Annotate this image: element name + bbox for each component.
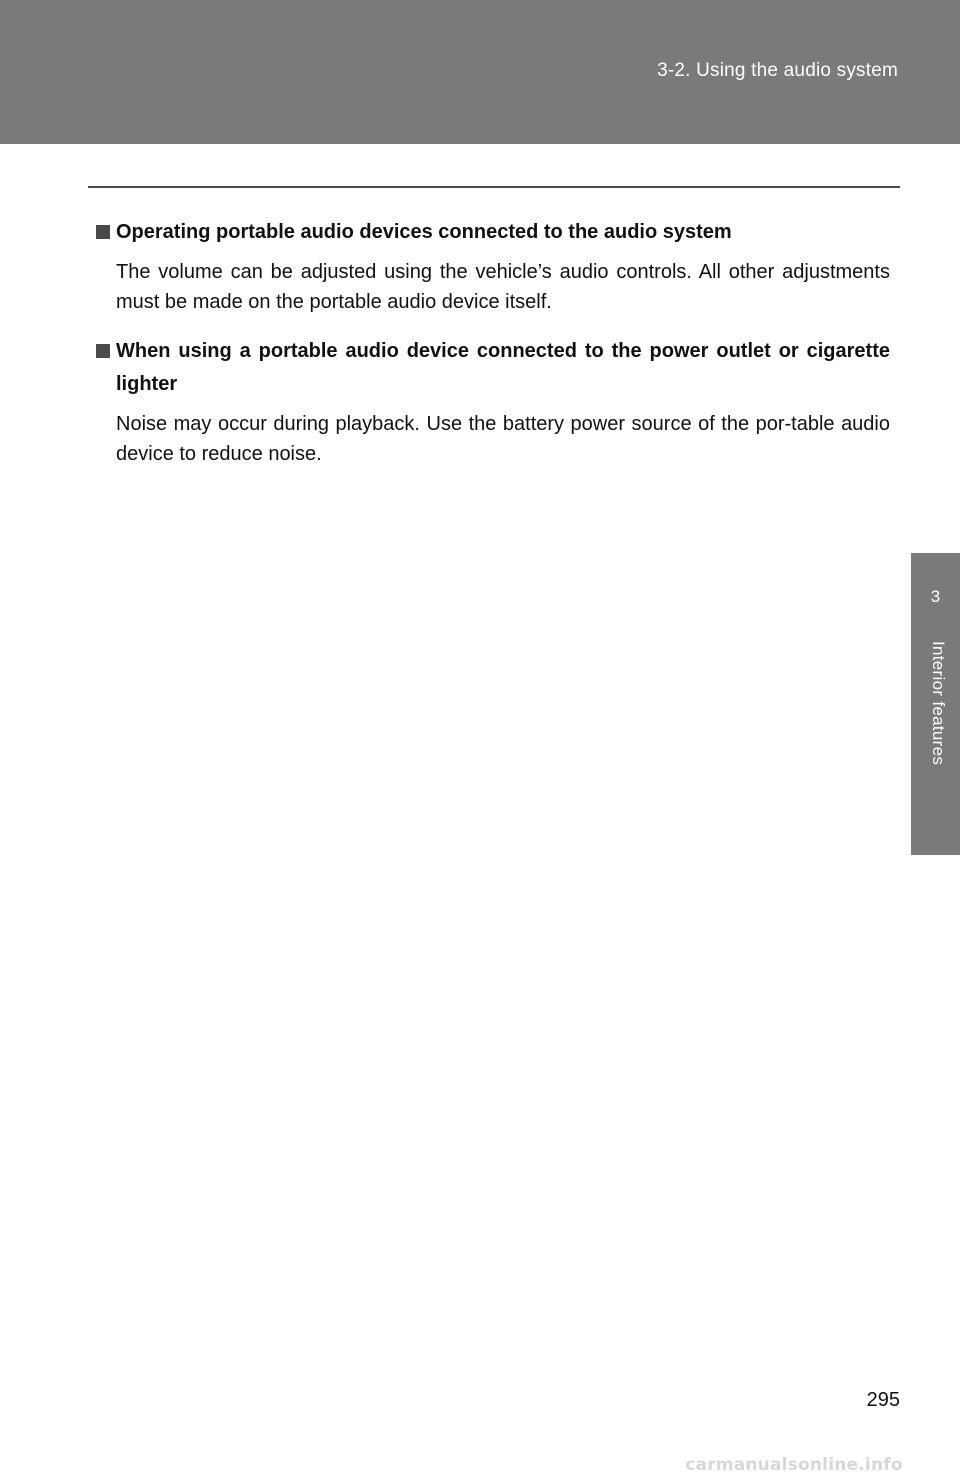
chapter-tab [911, 553, 960, 855]
section-heading [96, 335, 890, 401]
chapter-label: Interior features [929, 641, 948, 766]
chapter-number: 3 [930, 587, 941, 606]
section-portable-audio-operation [96, 216, 890, 317]
section-body-text: The volume can be adjusted using the vehicle’s audio controls. All other adjustments must be made on the portable audio device itself. [116, 261, 890, 313]
page-number: 295 [866, 1389, 900, 1411]
header-divider [88, 186, 900, 188]
section-title: 3-2. Using the audio system [657, 60, 898, 81]
section-power-outlet-noise [96, 335, 890, 469]
section-heading-text: When using a portable audio device connected to the power outlet or cigarette lighter [116, 340, 890, 395]
page-content [96, 216, 890, 487]
header-band [0, 0, 960, 144]
square-bullet-icon [96, 225, 110, 239]
section-body-text: Noise may occur during playback. Use the battery power source of the por-table audio device to reduce noise. [116, 413, 890, 465]
section-heading [96, 216, 890, 249]
square-bullet-icon [96, 344, 110, 358]
watermark-logo: carmanualsonline.info [685, 1455, 903, 1475]
section-heading-text: Operating portable audio devices connected to the audio system [116, 221, 732, 243]
